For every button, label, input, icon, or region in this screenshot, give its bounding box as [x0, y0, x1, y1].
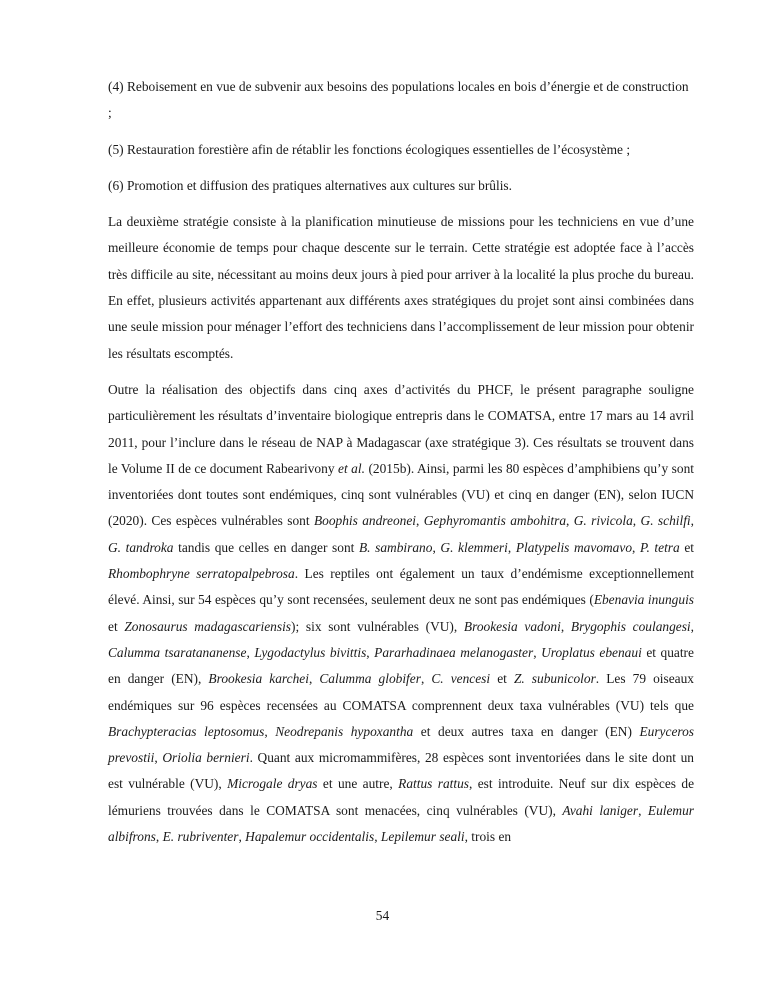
species-name: Microgale dryas	[227, 776, 318, 792]
species-name: G. schilfi	[640, 513, 691, 529]
text-run: ,	[632, 513, 641, 529]
document-page	[108, 74, 694, 860]
species-name: Avahi laniger	[562, 802, 639, 818]
species-name: Calumma tsaratananense	[108, 644, 247, 660]
text-run: ,	[155, 829, 163, 845]
text-run: et quatre en danger (EN),	[108, 644, 694, 687]
species-name: Brookesia karchei	[208, 671, 309, 687]
text-run: ,	[374, 829, 381, 845]
text-run: ,	[533, 644, 542, 660]
list-item-4: (4) Reboisement en vue de subvenir aux besoins des populations locales en bois d’énergie et de construction ;	[108, 79, 689, 121]
species-name: Ebenavia inunguis	[593, 592, 695, 608]
text-run: ,	[366, 644, 375, 660]
text-run: ,	[560, 618, 571, 634]
species-name: P. tetra	[640, 539, 680, 555]
species-name: Oriolia bernieri	[162, 750, 250, 766]
species-name: Lygodactylus bivittis	[254, 644, 367, 660]
text-run: et	[679, 539, 694, 555]
species-name: Brachypteracias leptosomus	[108, 723, 265, 739]
species-name: Lepilemur seali	[380, 829, 465, 845]
citation-etal: et al.	[338, 460, 365, 476]
species-name: Brookesia vadoni	[463, 618, 561, 634]
text-run: et	[490, 671, 514, 687]
text-run: ,	[246, 644, 255, 660]
species-name: Pararhadinaea melanogaster	[374, 644, 534, 660]
text-run: , trois en	[464, 829, 512, 845]
species-name: Hapalemur occidentalis	[245, 829, 375, 845]
text-run: ,	[416, 513, 424, 529]
text-run: ,	[308, 671, 320, 687]
list-item-5: (5) Restauration forestière afin de rétablir les fonctions écologiques essentielles de l’écosystème ;	[108, 141, 631, 157]
text-run: ,	[632, 539, 640, 555]
page-number: 54	[375, 908, 390, 923]
species-name: Z. subunicolor	[513, 671, 596, 687]
text-run: ,	[690, 513, 695, 529]
species-name: B. sambirano	[359, 539, 433, 555]
species-name: Zonosaurus madagascariensis	[124, 618, 292, 634]
text-run: ); six sont vulnérables (VU),	[291, 618, 464, 634]
species-name: G. rivicola	[573, 513, 633, 529]
text-run: . Quant aux micromammifères, 28 espèces sont inventoriées dans le site dont un est vulnérable (VU),	[108, 750, 695, 792]
species-name: Calumma globifer	[319, 671, 421, 687]
species-name: Rattus rattus	[398, 776, 469, 792]
text-run: ,	[264, 723, 276, 739]
text-run: ,	[507, 539, 516, 555]
species-name: Brygophis coulangesi	[570, 618, 691, 634]
species-name: Eulemur albifrons	[108, 802, 695, 845]
species-name: Euryceros prevostii	[108, 723, 695, 766]
species-name: Gephyromantis ambohitra	[423, 513, 567, 529]
text-run: . Les reptiles ont également un taux d’endémisme exceptionnellement élevé. Ainsi, sur 54 espèces qu’y sont recensées, seulement deux ne sont pas endémiques (	[108, 566, 694, 608]
text-run: ,	[238, 829, 246, 845]
text-run: et une autre,	[317, 776, 399, 792]
text-run: Outre la réalisation des objectifs dans cinq axes d’activités du PHCF, le présent paragraphe souligne particulièrement les résultats d’inventaire biologique entrepris dans le COMATSA, entre 17 mars au 14 avril 2011, pour l’inclure dans le réseau de NAP à Madagascar (axe stratégique 3). Ces résultats se trouvent dans le Volume II de ce document Rabearivony	[108, 381, 694, 476]
text-run: et	[108, 618, 125, 634]
paragraph-second-strategy: La deuxième stratégie consiste à la planification minutieuse de missions pour les techniciens en vue d’une meilleure économie de temps pour chaque descente sur le terrain. Cette stratégie est adoptée face à l’accès très difficile au site, nécessitant au moins deux jours à pied pour arriver à la localité la plus proche du bureau. En effet, plusieurs activités appartenant aux différents axes stratégiques du projet sont ainsi combinées dans une seule mission pour ménager l’effort des techniciens dans l’accomplissement de leur mission pour obtenir les résultats escomptés.	[108, 214, 694, 361]
species-name: G. klemmeri	[440, 539, 508, 555]
text-run: ,	[690, 618, 695, 634]
text-run: . Les 79 oiseaux endémiques sur 96 espèces recensées au COMATSA comprennent deux taxa vulnérables (VU) tels que	[108, 671, 694, 713]
text-run: ,	[154, 750, 163, 766]
text-run: ,	[638, 802, 648, 818]
text-run: ,	[432, 539, 441, 555]
text-run: tandis que celles en danger sont	[173, 539, 359, 555]
text-run: ,	[566, 513, 574, 529]
species-name: Uroplatus ebenaui	[541, 644, 642, 660]
species-name: Boophis andreonei	[313, 513, 417, 529]
species-name: G. tandroka	[108, 539, 174, 555]
text-run: , est introduite. Neuf sur dix espèces de lémuriens trouvées dans le COMATSA sont menacées, cinq vulnérables (VU),	[108, 776, 695, 818]
species-name: C. vencesi	[431, 671, 491, 687]
text-run: et deux autres taxa en danger (EN)	[413, 723, 640, 739]
species-name: Neodrepanis hypoxantha	[275, 723, 414, 739]
species-name: Platypelis mavomavo	[515, 539, 633, 555]
text-run: (2015b). Ainsi, parmi les 80 espèces d’amphibiens qu’y sont inventoriées dont toutes sont endémiques, cinq sont vulnérables (VU) et cinq en danger (EN), selon IUCN (2020). Ces espèces vulnérables sont	[108, 460, 694, 529]
species-name: Rhombophryne serratopalpebrosa	[108, 566, 295, 582]
species-name: E. rubriventer	[162, 829, 239, 845]
text-run: ,	[420, 671, 432, 687]
paragraph-biological-inventory	[108, 377, 694, 850]
list-item-6: (6) Promotion et diffusion des pratiques alternatives aux cultures sur brûlis.	[108, 177, 512, 193]
